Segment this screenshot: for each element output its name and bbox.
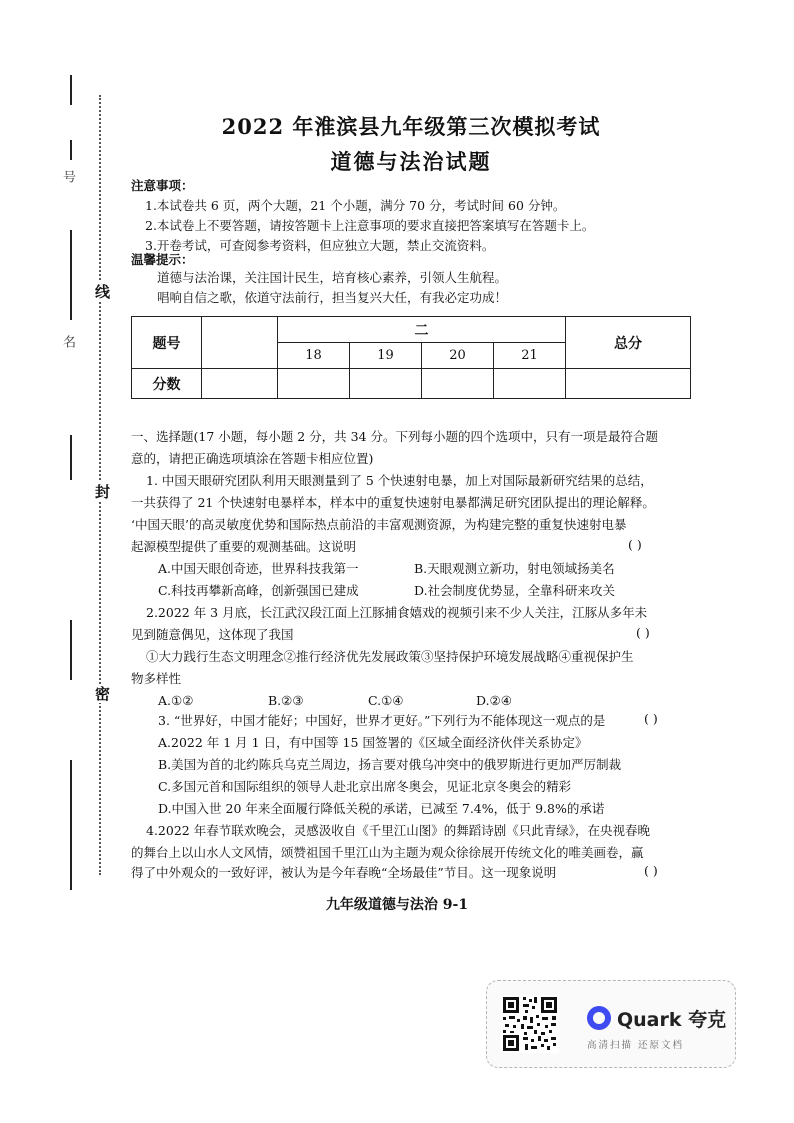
section-heading: 一、选择题(17 小题，每小题 2 分，共 34 分。下列每小题的四个选项中，只有一项是最符合题 — [131, 429, 659, 444]
binding-rule — [70, 760, 72, 890]
score-blank-one — [202, 317, 278, 369]
score-col-20: 20 — [422, 343, 494, 369]
score-total-label: 总分 — [566, 317, 691, 369]
quark-subtitle: 高清扫描 还原文档 — [587, 1040, 685, 1051]
quark-scan-badge[interactable] — [486, 980, 736, 1068]
option: B.②③ — [268, 693, 304, 708]
option: B.天眼观测立新功，射电领域扬美名 — [414, 561, 615, 576]
binding-rule — [70, 435, 72, 480]
option: C.多国元首和国际组织的领导人赴北京出席冬奥会，见证北京冬奥会的精彩 — [158, 779, 572, 794]
question-2-stem: 2.2022 年 3 月底，长江武汉段江面上江豚捕食嬉戏的视频引来不少人关注，江豚从多年未 — [146, 605, 648, 620]
binding-char-seal: 封 — [93, 484, 111, 499]
answer-paren: ( ) — [644, 863, 658, 878]
question-2-statements: ①大力践行生态文明理念②推行经济优先发展政策③坚持保护环境发展战略④重视保护生 — [146, 649, 634, 664]
page-footer: 九年级道德与法治 9-1 — [325, 897, 469, 913]
margin-mark-name: 名 — [60, 335, 75, 350]
answer-paren: ( ) — [644, 711, 658, 726]
exam-title: 2022 年淮滨县九年级第三次模拟考试 — [221, 114, 601, 139]
option: A.2022 年 1 月 1 日，有中国等 15 国签署的《区域全面经济伙伴关系协定》 — [158, 735, 588, 750]
answer-paren: ( ) — [628, 537, 642, 552]
score-cell — [202, 369, 278, 399]
question-3-stem: 3. “世界好，中国才能好；中国好，世界才更好。”下列行为不能体现这一观点的是 — [158, 713, 606, 728]
question-1-stem: 起源模型提供了重要的观测基础。这说明 — [131, 539, 357, 554]
tips-line: 唱响自信之歌，依道守法前行，担当复兴大任，有我必定功成！ — [157, 290, 508, 305]
score-cell — [350, 369, 422, 399]
quark-brand: Quark 夸克 — [617, 1009, 727, 1031]
binding-margin — [0, 0, 120, 900]
tips-heading: 温馨提示： — [131, 252, 194, 267]
binding-rule — [70, 75, 72, 105]
section-heading: 意的，请把正确选项填涂在答题卡相应位置) — [131, 451, 374, 466]
option: A.中国天眼创奇迹，世界科技我第一 — [158, 561, 359, 576]
option: D.②④ — [476, 693, 512, 708]
notice-item: 2.本试卷上不要答题，请按答题卡上注意事项的要求直接把答案填写在答题卡上。 — [145, 218, 595, 233]
binding-rule — [70, 140, 72, 160]
notice-heading: 注意事项： — [131, 178, 194, 193]
option: D.中国入世 20 年来全面履行降低关税的承诺，已减至 7.4%，低于 9.8%的承诺 — [158, 801, 605, 816]
binding-char-line: 线 — [93, 284, 111, 299]
quark-logo-icon — [587, 1006, 611, 1030]
score-col-19: 19 — [350, 343, 422, 369]
question-4-stem: 4.2022 年春节联欢晚会，灵感汲收自《千里江山图》的舞蹈诗剧《只此青绿》，在央视春晚 — [146, 823, 650, 838]
score-cell — [494, 369, 566, 399]
score-cell — [278, 369, 350, 399]
score-section-two: 二 — [278, 317, 566, 343]
option: B.美国为首的北约陈兵乌克兰周边，扬言要对俄乌冲突中的俄罗斯进行更加严厉制裁 — [158, 757, 622, 772]
question-4-stem: 得了中外观众的一致好评，被认为是今年春晚“全场最佳”节目。这一现象说明 — [131, 865, 557, 880]
binding-char-close: 密 — [93, 686, 111, 701]
score-col-21: 21 — [494, 343, 566, 369]
binding-rule — [70, 620, 72, 680]
question-1-stem: 1. 中国天眼研究团队利用天眼测量到了 5 个快速射电暴，加上对国际最新研究结果的总结， — [146, 473, 653, 488]
score-label-number: 题号 — [132, 317, 202, 369]
score-label-score: 分数 — [132, 369, 202, 399]
question-1-stem: 一共获得了 21 个快速射电暴样本，样本中的重复快速射电暴都满足研究团队提出的理论解释。 — [131, 495, 655, 510]
option: C.①④ — [368, 693, 404, 708]
score-cell — [566, 369, 691, 399]
question-2-stem: 见到随意偶见，这体现了我国 — [131, 627, 294, 642]
question-4-stem: 的舞台上以山水人文风情，颂赞祖国千里江山为主题为观众徐徐展开传统文化的唯美画卷，赢 — [131, 845, 644, 860]
qr-code-icon — [501, 995, 559, 1053]
answer-paren: ( ) — [636, 625, 650, 640]
question-1-stem: ‘中国天眼’的高灵敏度优势和国际热点前沿的丰富观测资源，为构建完整的重复快速射电暴 — [131, 517, 627, 532]
score-table — [131, 316, 691, 399]
score-cell — [422, 369, 494, 399]
exam-subtitle: 道德与法治试题 — [330, 149, 492, 174]
score-col-18: 18 — [278, 343, 350, 369]
option: C.科技再攀新高峰，创新强国已建成 — [158, 583, 359, 598]
notice-item: 3.开卷考试，可查阅参考资料，但应独立大题，禁止交流资料。 — [145, 238, 495, 253]
margin-mark-number: 号 — [60, 170, 75, 185]
tips-line: 道德与法治课，关注国计民生，培育核心素养，引领人生航程。 — [157, 270, 508, 285]
option: D.社会制度优势显，全靠科研来攻关 — [414, 583, 616, 598]
option: A.①② — [158, 693, 194, 708]
question-2-statements: 物多样性 — [131, 671, 182, 686]
binding-rule — [70, 230, 72, 320]
notice-item: 1.本试卷共 6 页，两个大题，21 个小题，满分 70 分，考试时间 60 分钟。 — [145, 198, 566, 213]
